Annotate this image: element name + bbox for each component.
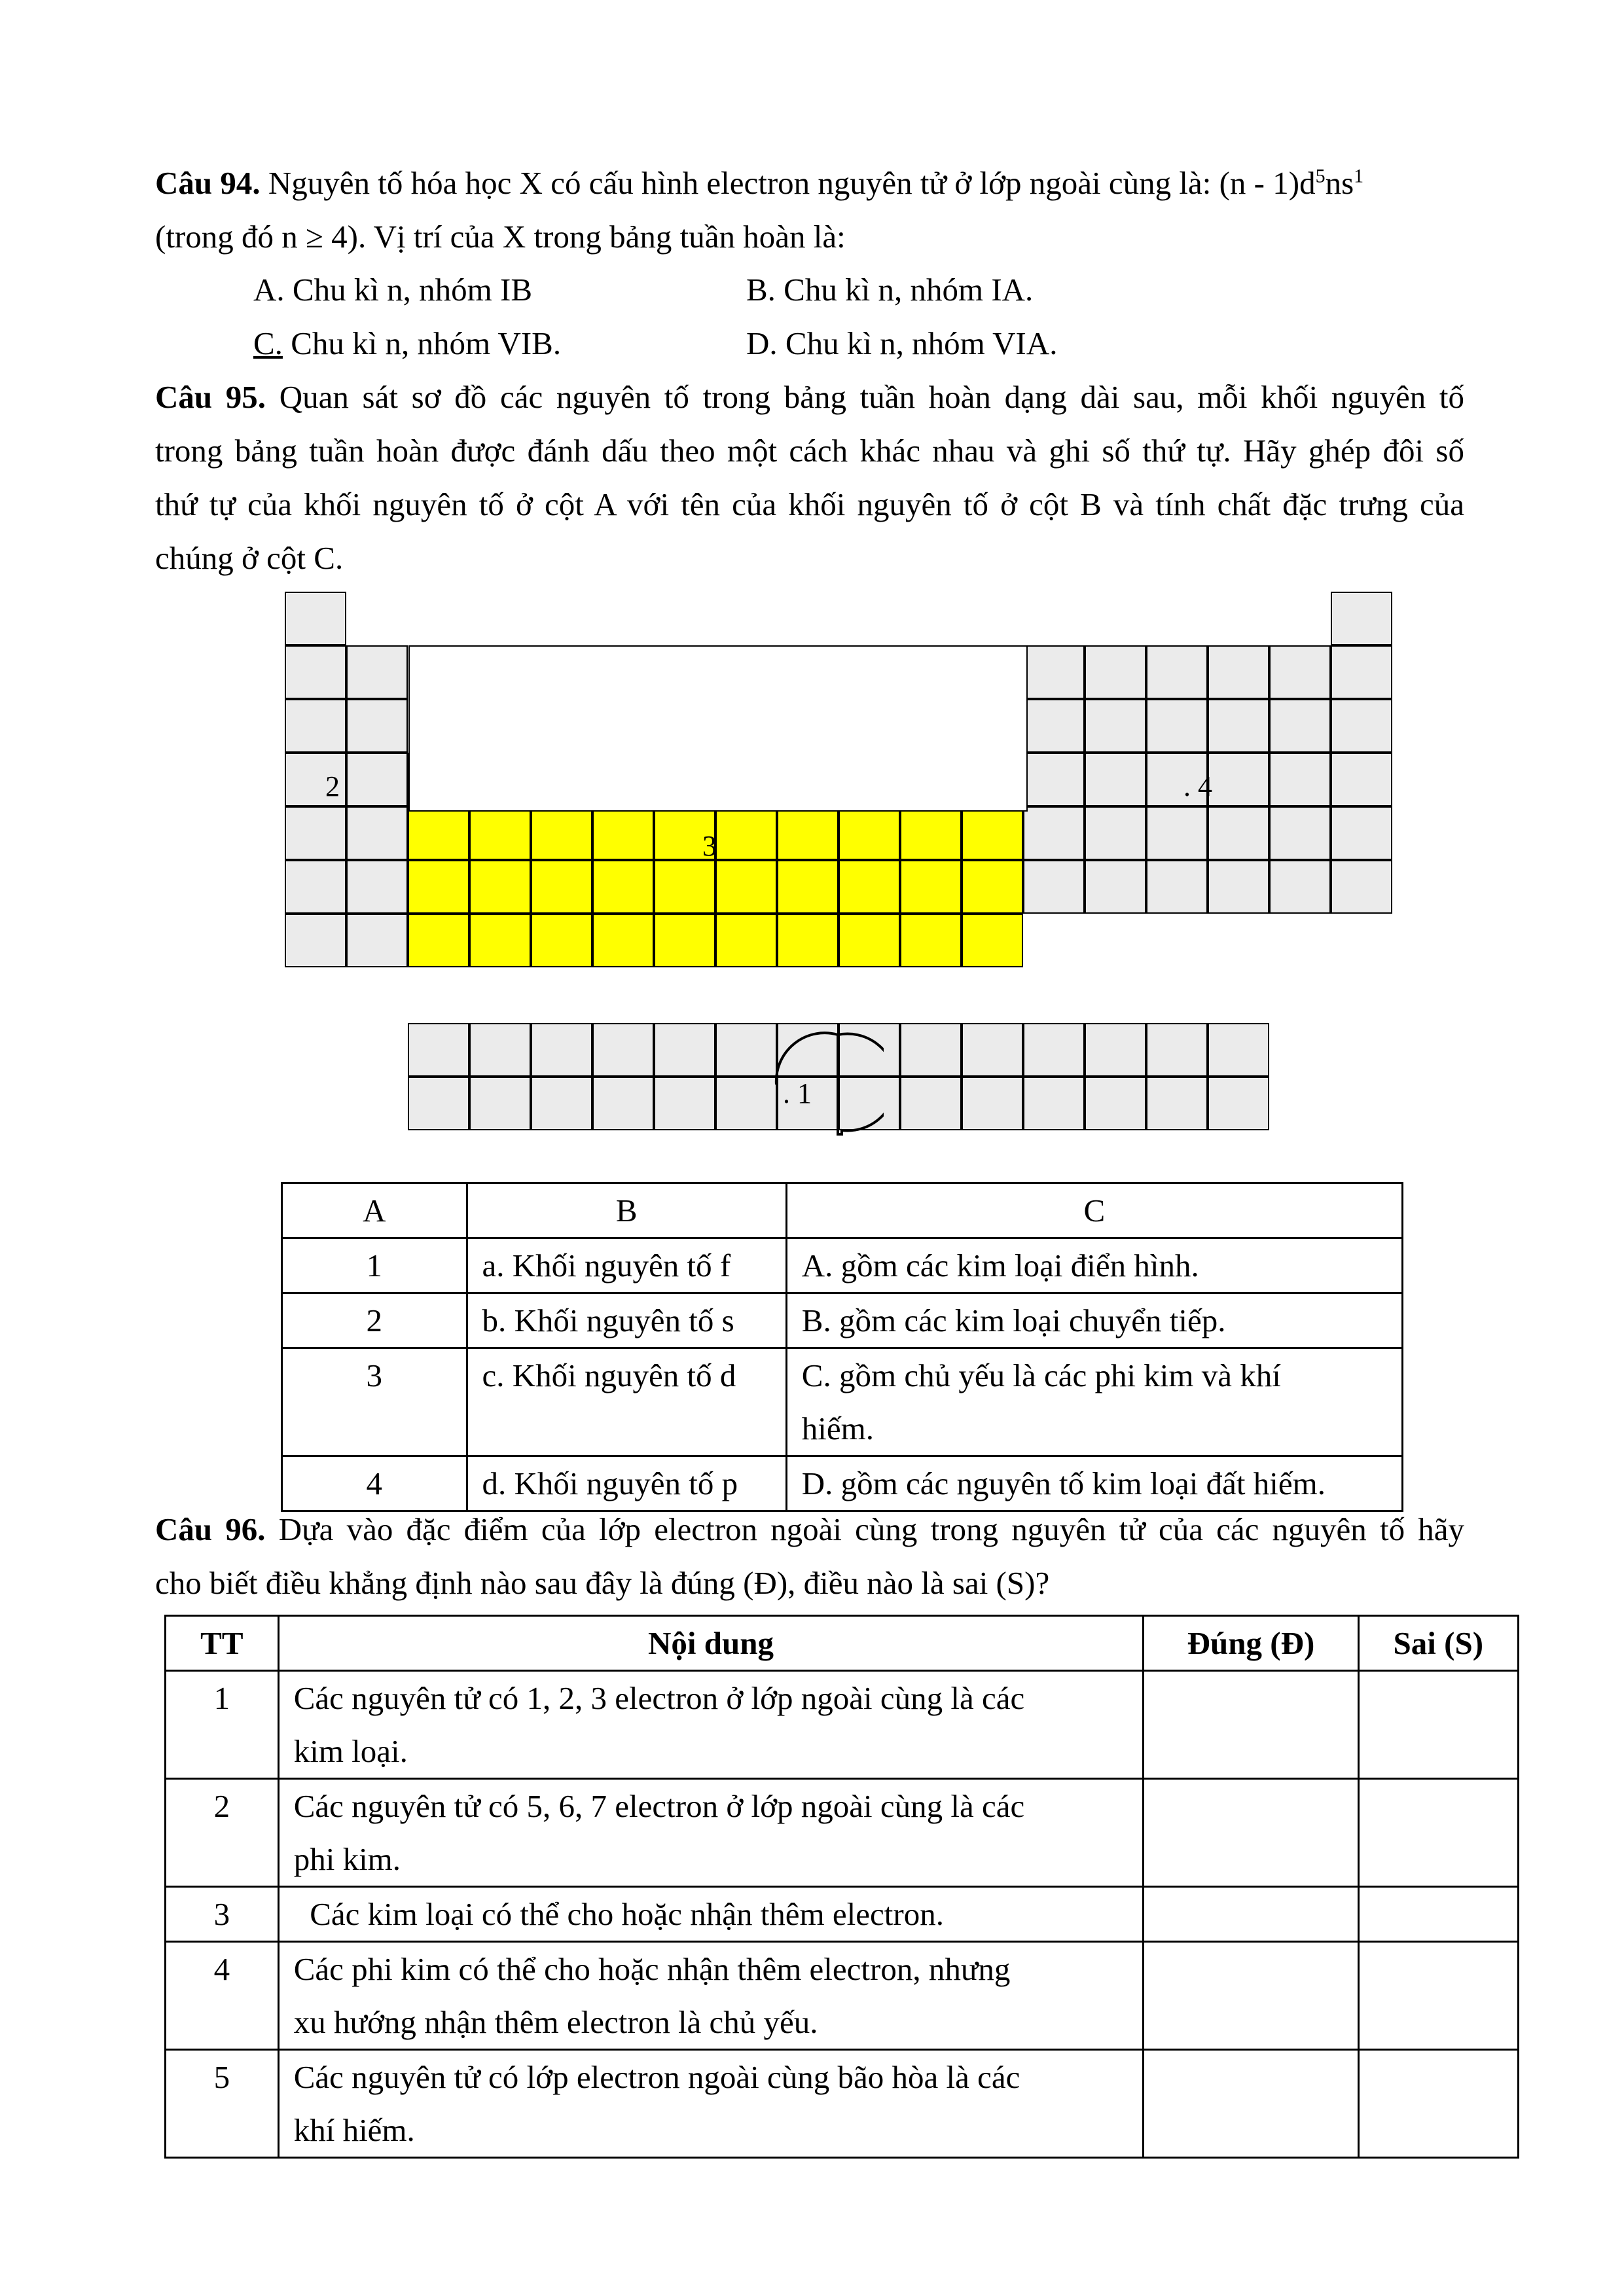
q94-option-c-text: Chu kì n, nhóm VIB.	[282, 325, 562, 361]
cell-a: 1	[282, 1238, 467, 1293]
table-row	[166, 1942, 1519, 2050]
element-cell	[592, 1077, 654, 1130]
element-cell	[592, 1023, 654, 1077]
content-line2: kim loại.	[293, 1733, 408, 1769]
element-cell	[346, 806, 408, 860]
element-cell	[1085, 1077, 1146, 1130]
cell-content	[278, 1779, 1144, 1887]
cell-c: D. gồm các nguyên tố kim loại đất hiếm.	[786, 1456, 1402, 1511]
element-cell	[1269, 860, 1331, 914]
element-cell	[1023, 860, 1085, 914]
table-row	[282, 1348, 1403, 1456]
element-cell	[777, 860, 839, 914]
table-row	[166, 1671, 1519, 1779]
element-cell	[1331, 592, 1392, 645]
header-true: Đúng (Đ)	[1144, 1616, 1358, 1671]
element-cell	[715, 914, 777, 967]
element-cell	[900, 1023, 962, 1077]
q94-text: Nguyên tố hóa học X có cấu hình electron nguyên tử ở lớp ngoài cùng là: (n - 1)d	[260, 165, 1316, 201]
content-line2: xu hướng nhận thêm electron là chủ yếu.	[293, 2004, 818, 2040]
label-p-block: . 4	[1183, 770, 1212, 802]
element-cell	[839, 914, 900, 967]
table-row	[282, 1456, 1403, 1511]
element-cell	[1085, 1023, 1146, 1077]
element-cell	[531, 860, 592, 914]
element-cell	[285, 806, 346, 860]
element-cell	[408, 1077, 469, 1130]
element-cell	[715, 1023, 777, 1077]
cell-c	[786, 1348, 1402, 1456]
table-header-row	[166, 1616, 1519, 1671]
content-line2: phi kim.	[293, 1841, 401, 1877]
element-cell	[1146, 860, 1208, 914]
element-cell	[1331, 806, 1392, 860]
element-cell	[1085, 860, 1146, 914]
element-cell	[1208, 699, 1269, 753]
q96-label: Câu 96.	[155, 1511, 266, 1547]
element-cell	[1331, 699, 1392, 753]
element-cell	[1146, 645, 1208, 699]
element-cell	[1085, 753, 1146, 806]
cell-c-line1: C. gồm chủ yếu là các phi kim và khí	[801, 1357, 1281, 1393]
answer-true-cell[interactable]	[1144, 1887, 1358, 1942]
element-cell	[900, 806, 962, 860]
table-row	[166, 1779, 1519, 1887]
element-cell	[1208, 645, 1269, 699]
cell-a: 3	[282, 1348, 467, 1456]
cell-c: B. gồm các kim loại chuyển tiếp.	[786, 1293, 1402, 1348]
answer-false-cell[interactable]	[1358, 1887, 1518, 1942]
element-cell	[962, 860, 1023, 914]
element-cell	[900, 860, 962, 914]
answer-true-cell[interactable]	[1144, 2050, 1358, 2158]
table-header-row	[282, 1183, 1403, 1238]
label-f-block: . 1	[783, 1077, 812, 1109]
element-cell	[1146, 1077, 1208, 1130]
element-cell	[1146, 806, 1208, 860]
q96-true-false-table	[164, 1615, 1519, 2159]
header-content: Nội dung	[278, 1616, 1144, 1671]
q94-option-c[interactable]	[253, 324, 561, 363]
table-row	[166, 1887, 1519, 1942]
element-cell	[408, 860, 469, 914]
cell-tt: 1	[166, 1671, 279, 1779]
cell-b: d. Khối nguyên tố p	[467, 1456, 786, 1511]
element-cell	[469, 914, 531, 967]
cell-tt: 5	[166, 2050, 279, 2158]
header-col-a: A	[282, 1183, 467, 1238]
table-row	[282, 1238, 1403, 1293]
element-cell	[346, 914, 408, 967]
content-line2: khí hiếm.	[293, 2112, 415, 2148]
element-cell	[962, 806, 1023, 860]
element-cell	[285, 592, 346, 645]
element-cell	[531, 806, 592, 860]
element-cell	[654, 860, 715, 914]
cell-c: A. gồm các kim loại điển hình.	[786, 1238, 1402, 1293]
cell-tt: 2	[166, 1779, 279, 1887]
q94-option-c-letter: C.	[253, 325, 283, 361]
element-cell	[592, 914, 654, 967]
element-cell	[1085, 699, 1146, 753]
cell-content	[278, 1942, 1144, 2050]
element-cell	[962, 914, 1023, 967]
answer-true-cell[interactable]	[1144, 1671, 1358, 1779]
element-cell	[1085, 645, 1146, 699]
q95-line1	[155, 378, 1464, 417]
element-cell	[1269, 806, 1331, 860]
answer-true-cell[interactable]	[1144, 1942, 1358, 2050]
q94-sup1: 5	[1315, 165, 1326, 187]
element-cell	[1023, 1023, 1085, 1077]
header-tt: TT	[166, 1616, 279, 1671]
q96-line1	[155, 1510, 1464, 1549]
cell-content	[278, 1671, 1144, 1779]
element-cell	[1023, 1077, 1085, 1130]
cell-a: 4	[282, 1456, 467, 1511]
answer-false-cell[interactable]	[1358, 1671, 1518, 1779]
element-cell	[469, 860, 531, 914]
element-cell	[285, 645, 346, 699]
element-cell	[346, 860, 408, 914]
q94-line1	[155, 164, 1464, 203]
element-cell	[715, 860, 777, 914]
element-cell	[531, 1023, 592, 1077]
table-row	[166, 2050, 1519, 2158]
q94-option-b[interactable]: B. Chu kì n, nhóm IA.	[746, 272, 1034, 308]
element-cell	[531, 914, 592, 967]
element-cell	[469, 1077, 531, 1130]
element-cell	[408, 1023, 469, 1077]
element-cell	[839, 806, 900, 860]
element-cell	[469, 806, 531, 860]
element-cell	[654, 1023, 715, 1077]
element-cell	[285, 914, 346, 967]
cell-a: 2	[282, 1293, 467, 1348]
q96-line2: cho biết điều khẳng định nào sau đây là đúng (Đ), điều nào là sai (S)?	[155, 1565, 1050, 1601]
element-cell	[900, 914, 962, 967]
element-cell	[285, 699, 346, 753]
q94-option-a[interactable]: A. Chu kì n, nhóm IB	[253, 272, 533, 308]
content-line1: Các nguyên tử có lớp electron ngoài cùng bão hòa là các	[293, 2059, 1020, 2095]
cell-content	[278, 2050, 1144, 2158]
element-cell	[654, 1077, 715, 1130]
element-cell	[346, 753, 408, 806]
cell-b: c. Khối nguyên tố d	[467, 1348, 786, 1456]
header-false: Sai (S)	[1358, 1616, 1518, 1671]
element-cell	[592, 806, 654, 860]
content-line1: Các nguyên tử có 1, 2, 3 electron ở lớp ngoài cùng là các	[293, 1680, 1025, 1716]
element-cell	[1269, 645, 1331, 699]
periodic-table-empty-area	[408, 645, 1028, 812]
element-cell	[1331, 645, 1392, 699]
element-cell	[839, 860, 900, 914]
element-cell	[962, 1077, 1023, 1130]
element-cell	[1208, 860, 1269, 914]
element-cell	[900, 1077, 962, 1130]
header-col-b: B	[467, 1183, 786, 1238]
q94-label: Câu 94.	[155, 165, 261, 201]
element-cell	[654, 914, 715, 967]
element-cell	[777, 806, 839, 860]
cell-c-line2: hiếm.	[801, 1410, 875, 1446]
element-cell	[592, 860, 654, 914]
element-cell	[777, 914, 839, 967]
f-block-circle-mark	[772, 1031, 884, 1145]
element-cell	[1085, 806, 1146, 860]
element-cell	[962, 1023, 1023, 1077]
element-cell	[408, 914, 469, 967]
q96-text1: Dựa vào đặc điểm của lớp electron ngoài cùng trong nguyên tử của các nguyên tố hãy	[265, 1511, 1464, 1547]
element-cell	[1208, 806, 1269, 860]
q94-ns: ns	[1325, 165, 1354, 201]
element-cell	[1269, 699, 1331, 753]
element-cell	[715, 1077, 777, 1130]
element-cell	[1023, 753, 1085, 806]
element-cell	[1208, 1023, 1269, 1077]
answer-true-cell[interactable]	[1144, 1779, 1358, 1887]
cell-tt: 4	[166, 1942, 279, 2050]
element-cell	[715, 806, 777, 860]
q94-line2: (trong đó n ≥ 4). Vị trí của X trong bảng tuần hoàn là:	[155, 219, 846, 255]
q95-line3: thứ tự của khối nguyên tố ở cột A với tên của khối nguyên tố ở cột B và tính chất đặc trưng của	[155, 486, 1464, 522]
content-line1: Các nguyên tử có 5, 6, 7 electron ở lớp ngoài cùng là các	[293, 1788, 1025, 1824]
cell-tt: 3	[166, 1887, 279, 1942]
header-col-c: C	[786, 1183, 1402, 1238]
cell-content: Các kim loại có thể cho hoặc nhận thêm electron.	[278, 1887, 1144, 1942]
element-cell	[285, 860, 346, 914]
element-cell	[1146, 1023, 1208, 1077]
element-cell	[1023, 645, 1085, 699]
q95-line4: chúng ở cột C.	[155, 540, 344, 576]
element-cell	[1023, 699, 1085, 753]
element-cell	[346, 699, 408, 753]
answer-false-cell[interactable]	[1358, 2050, 1518, 2158]
q95-line2: trong bảng tuần hoàn được đánh dấu theo một cách khác nhau và ghi số thứ tự. Hãy ghép đôi số	[155, 433, 1464, 469]
q95-label: Câu 95.	[155, 379, 266, 415]
label-s-block: 2	[325, 770, 340, 802]
element-cell	[346, 645, 408, 699]
q94-sup2: 1	[1354, 165, 1364, 187]
label-d-block: 3	[702, 830, 717, 862]
element-cell	[1331, 860, 1392, 914]
element-cell	[1023, 806, 1085, 860]
element-cell	[1208, 753, 1269, 806]
answer-false-cell[interactable]	[1358, 1942, 1518, 2050]
cell-b: b. Khối nguyên tố s	[467, 1293, 786, 1348]
element-cell	[1208, 1077, 1269, 1130]
content-line1: Các phi kim có thể cho hoặc nhận thêm electron, nhưng	[293, 1951, 1011, 1987]
q95-text1: Quan sát sơ đồ các nguyên tố trong bảng tuần hoàn dạng dài sau, mỗi khối nguyên tố	[266, 379, 1464, 415]
cell-b: a. Khối nguyên tố f	[467, 1238, 786, 1293]
table-row	[282, 1293, 1403, 1348]
element-cell	[408, 806, 469, 860]
q94-option-d[interactable]: D. Chu kì n, nhóm VIA.	[746, 325, 1058, 361]
element-cell	[1269, 753, 1331, 806]
q95-matching-table	[281, 1182, 1403, 1512]
element-cell	[469, 1023, 531, 1077]
answer-false-cell[interactable]	[1358, 1779, 1518, 1887]
element-cell	[1331, 753, 1392, 806]
element-cell	[1146, 699, 1208, 753]
element-cell	[531, 1077, 592, 1130]
